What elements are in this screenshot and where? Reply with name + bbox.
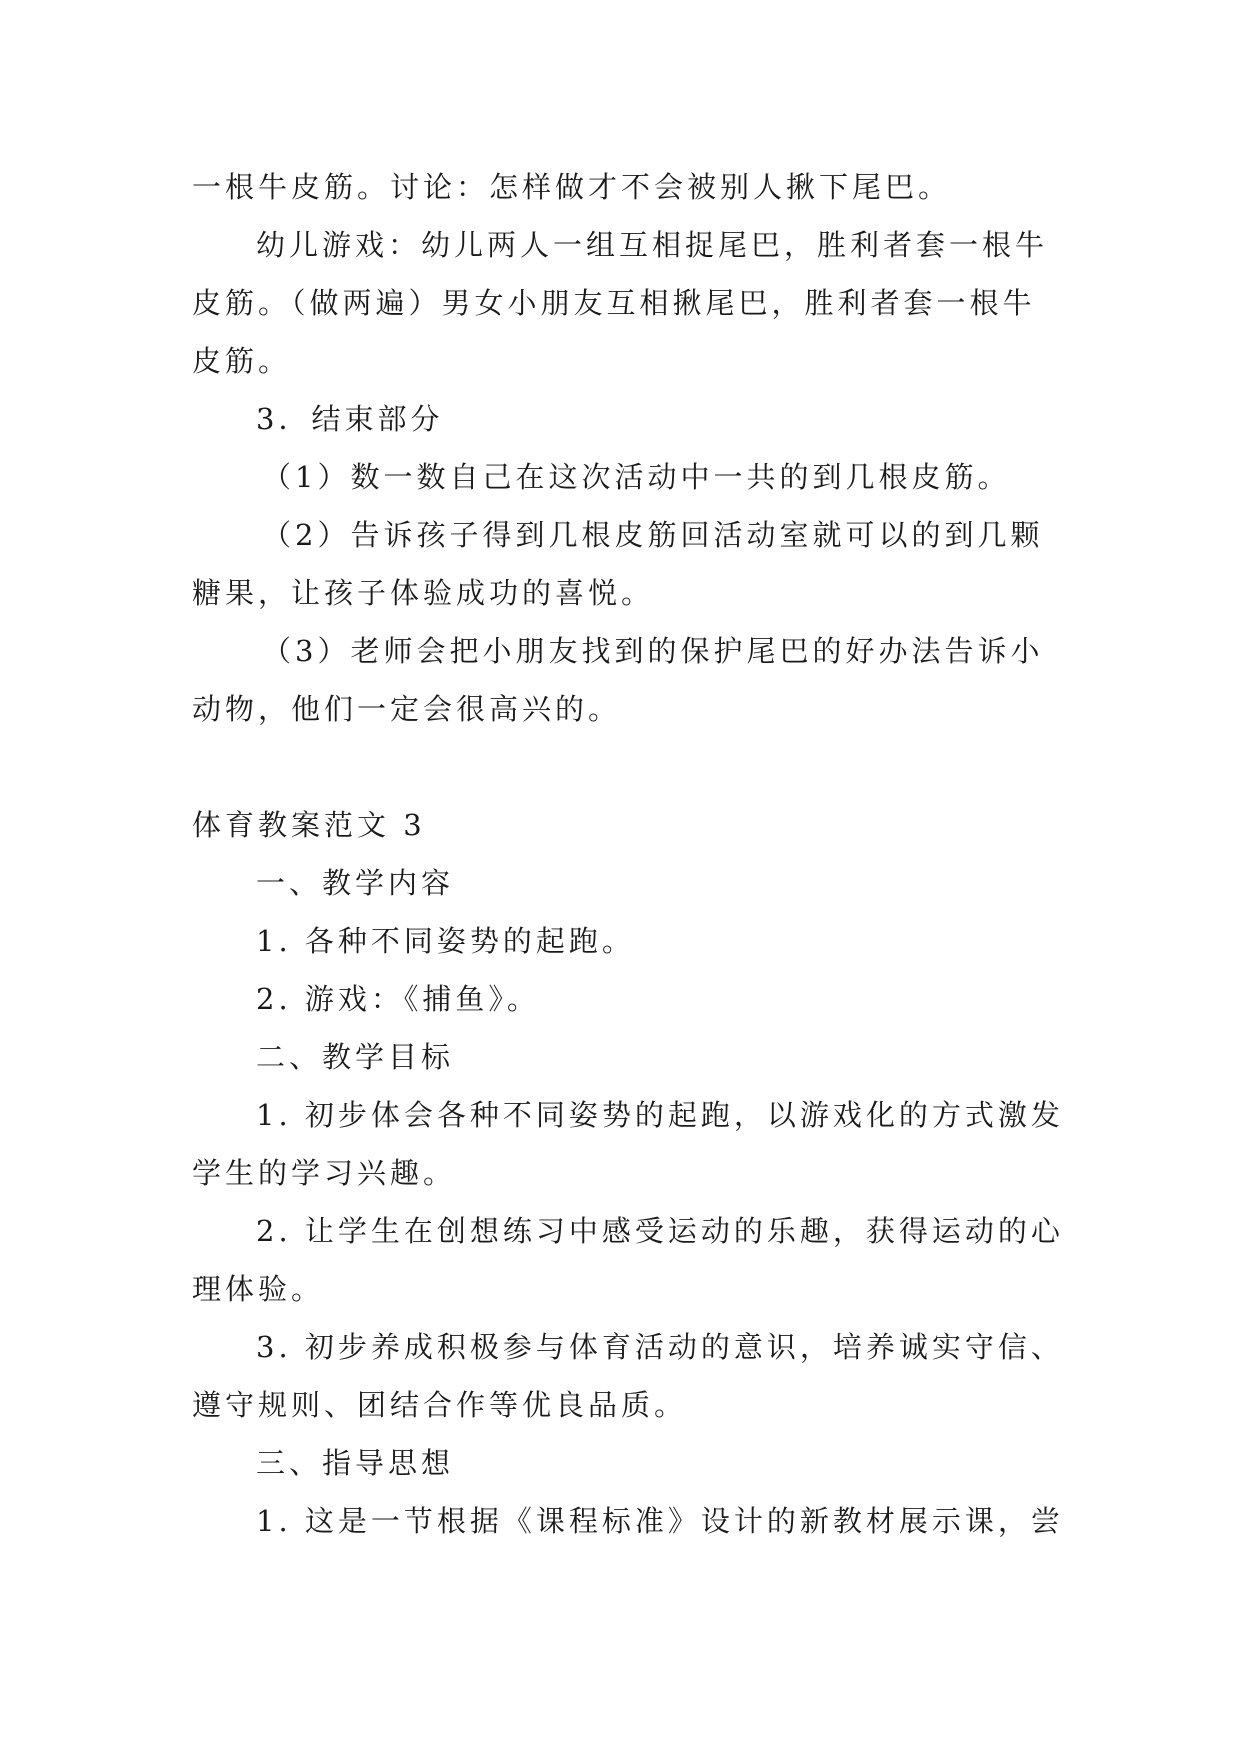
list-item: 1. 这是一节根据《课程标准》设计的新教材展示课，尝: [256, 1504, 1064, 1538]
paragraph-line: 糖果，让孩子体验成功的喜悦。: [192, 576, 655, 610]
list-item: 1. 各种不同姿势的起跑。: [256, 924, 635, 958]
paragraph-line: 皮筋。（做两遍）男女小朋友互相揪尾巴，胜利者套一根牛: [192, 286, 1036, 320]
paragraph-line: 理体验。: [192, 1272, 325, 1306]
section-heading: 3．结束部分: [256, 402, 444, 436]
section-heading: 二、教学目标: [256, 1040, 455, 1074]
paragraph-line: 动物，他们一定会很高兴的。: [192, 692, 622, 726]
document-title: 体育教案范文 3: [192, 808, 426, 842]
paragraph-line: 学生的学习兴趣。: [192, 1156, 457, 1190]
list-item: （1）数一数自己在这次活动中一共的到几根皮筋。: [262, 460, 1011, 494]
section-heading: 三、指导思想: [256, 1446, 455, 1480]
list-item: （3）老师会把小朋友找到的保护尾巴的好办法告诉小: [262, 634, 1044, 668]
list-item: 2. 让学生在创想练习中感受运动的乐趣，获得运动的心: [256, 1214, 1064, 1248]
document-body: [192, 158, 1064, 1550]
paragraph-line: 遵守规则、团结合作等优良品质。: [192, 1388, 688, 1422]
paragraph-line: 一根牛皮筋。讨论：怎样做才不会被别人揪下尾巴。: [192, 170, 952, 204]
section-heading: 一、教学内容: [256, 866, 455, 900]
blank-line: [192, 738, 1060, 796]
paragraph-line: 幼儿游戏：幼儿两人一组互相捉尾巴，胜利者套一根牛: [256, 228, 1049, 262]
list-item: （2）告诉孩子得到几根皮筋回活动室就可以的到几颗: [262, 518, 1044, 552]
list-item: 2. 游戏：《捕鱼》。: [256, 982, 540, 1016]
paragraph-line: 皮筋。: [192, 344, 292, 378]
list-item: 3. 初步养成积极参与体育活动的意识，培养诚实守信、: [256, 1330, 1064, 1364]
list-item: 1. 初步体会各种不同姿势的起跑，以游戏化的方式激发: [256, 1098, 1064, 1132]
